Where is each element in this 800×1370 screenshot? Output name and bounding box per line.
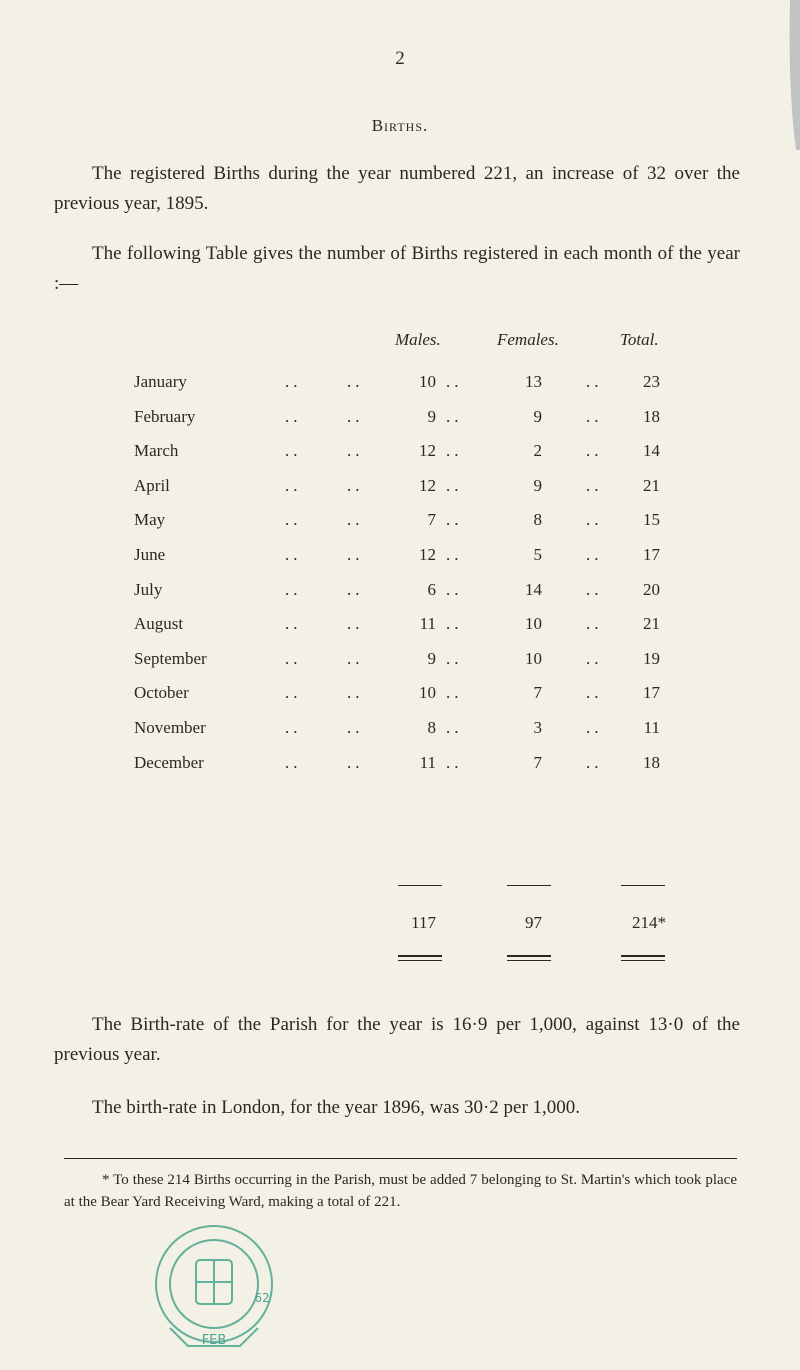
page-number: 2 [395, 48, 405, 69]
males-count: 12 [419, 475, 436, 495]
page-corner-shadow [760, 0, 800, 150]
sum-rule-males [398, 885, 442, 886]
section-heading: Births. [371, 116, 429, 135]
total-count: 17 [643, 683, 660, 703]
month-label: August [134, 614, 184, 634]
leader-dots: .. [347, 752, 364, 772]
leader-dots: .. [285, 718, 302, 737]
month-label: May [134, 510, 166, 530]
leader-dots: .. [347, 545, 364, 564]
table-intro-paragraph: The following Table gives the number of Births registered in each month of the year :— [54, 243, 740, 294]
leader-dots: .. [446, 579, 463, 599]
table-row [0, 476, 800, 506]
females-count: 7 [533, 683, 542, 703]
leader-dots: .. [586, 510, 603, 530]
double-rule-females [507, 955, 551, 961]
leader-dots: .. [285, 510, 302, 530]
leader-dots: .. [285, 683, 302, 703]
leader-dots: .. [446, 718, 463, 737]
males-count: 12 [419, 441, 436, 461]
leader-dots: .. [586, 718, 603, 737]
leader-dots: .. [285, 579, 302, 599]
table-row [0, 580, 800, 610]
sum-rule-females [507, 885, 551, 886]
males-count: 11 [419, 614, 436, 634]
table-row [0, 545, 800, 575]
leader-dots: .. [586, 579, 603, 599]
month-label: January [134, 372, 187, 391]
males-count: 8 [427, 718, 436, 737]
leader-dots: .. [586, 441, 603, 461]
table-row [0, 649, 800, 679]
males-count: 10 [419, 683, 436, 703]
table-row [0, 510, 800, 540]
leader-dots: .. [347, 683, 364, 703]
leader-dots: .. [285, 648, 302, 668]
leader-dots: .. [347, 441, 364, 461]
total-count: 23 [643, 372, 660, 391]
total-females: 97 [525, 913, 542, 932]
month-label: October [134, 683, 189, 703]
leader-dots: .. [446, 683, 463, 703]
leader-dots: .. [347, 579, 364, 599]
table-row [0, 407, 800, 437]
leader-dots: .. [285, 545, 302, 564]
females-count: 9 [533, 406, 542, 426]
leader-dots: .. [347, 406, 364, 426]
males-count: 10 [419, 372, 436, 391]
table-row [0, 718, 800, 748]
leader-dots: .. [446, 441, 463, 461]
males-count: 6 [427, 579, 436, 599]
total-count: 21 [643, 475, 660, 495]
leader-dots: .. [347, 614, 364, 634]
month-label: June [134, 545, 166, 564]
leader-dots: .. [446, 545, 463, 564]
column-header-total: Total. [620, 330, 659, 349]
total-count: 18 [643, 752, 660, 772]
total-count: 21 [643, 614, 660, 634]
total-count: 11 [643, 718, 660, 737]
sum-rule-total [621, 885, 665, 886]
month-label: September [134, 648, 207, 668]
total-count: 17 [643, 545, 660, 564]
column-header-females: Females. [497, 330, 559, 349]
leader-dots: .. [285, 406, 302, 426]
total-count: 19 [643, 648, 660, 668]
leader-dots: .. [446, 648, 463, 668]
stamp-date: FEB [201, 1333, 227, 1348]
leader-dots: .. [347, 648, 364, 668]
london-rate-paragraph: The birth-rate in London, for the year 1896, was 30·2 per 1,000. [92, 1097, 581, 1118]
birth-rate-paragraph: The Birth-rate of the Parish for the year is 16·9 per 1,000, against 13·0 of the previous year. [54, 1014, 740, 1065]
males-count: 11 [419, 752, 436, 772]
leader-dots: .. [347, 475, 364, 495]
males-count: 9 [427, 648, 436, 668]
total-all: 214* [632, 913, 666, 932]
stamp-number: 62 [254, 1291, 270, 1305]
females-count: 2 [533, 441, 542, 461]
leader-dots: .. [586, 683, 603, 703]
month-label: March [134, 441, 179, 461]
table-row [0, 614, 800, 644]
leader-dots: .. [446, 475, 463, 495]
leader-dots: .. [285, 614, 302, 634]
males-count: 9 [427, 406, 436, 426]
females-count: 10 [525, 648, 542, 668]
females-count: 7 [533, 752, 542, 772]
total-count: 18 [643, 406, 660, 426]
leader-dots: .. [446, 372, 463, 391]
females-count: 13 [525, 372, 542, 391]
females-count: 10 [525, 614, 542, 634]
males-count: 7 [427, 510, 436, 530]
month-label: July [134, 579, 163, 599]
leader-dots: .. [586, 545, 603, 564]
leader-dots: .. [285, 372, 302, 391]
table-row [0, 753, 800, 783]
leader-dots: .. [586, 752, 603, 772]
leader-dots: .. [285, 441, 302, 461]
table-row [0, 683, 800, 713]
column-header-males: Males. [395, 330, 441, 349]
females-count: 9 [533, 475, 542, 495]
month-label: December [134, 752, 204, 772]
leader-dots: .. [446, 406, 463, 426]
double-rule-total [621, 955, 665, 961]
table-row [0, 441, 800, 471]
leader-dots: .. [586, 614, 603, 634]
leader-dots: .. [347, 510, 364, 530]
month-label: April [134, 475, 170, 495]
total-count: 15 [643, 510, 660, 530]
leader-dots: .. [446, 752, 463, 772]
leader-dots: .. [347, 718, 364, 737]
library-stamp [148, 1218, 280, 1358]
leader-dots: .. [446, 510, 463, 530]
leader-dots: .. [285, 752, 302, 772]
leader-dots: .. [347, 372, 364, 391]
females-count: 8 [533, 510, 542, 530]
leader-dots: .. [586, 648, 603, 668]
leader-dots: .. [446, 614, 463, 634]
month-label: November [134, 718, 206, 737]
month-label: February [134, 406, 196, 426]
double-rule-males [398, 955, 442, 961]
table-row [0, 372, 800, 402]
females-count: 3 [533, 718, 542, 737]
females-count: 5 [533, 545, 542, 564]
intro-paragraph: The registered Births during the year numbered 221, an increase of 32 over the previous year, 1895. [54, 163, 740, 214]
leader-dots: .. [586, 372, 603, 391]
total-count: 20 [643, 579, 660, 599]
males-count: 12 [419, 545, 436, 564]
females-count: 14 [525, 579, 542, 599]
total-males: 117 [411, 913, 436, 932]
footnote-divider [64, 1158, 737, 1159]
leader-dots: .. [285, 475, 302, 495]
total-count: 14 [643, 441, 660, 461]
leader-dots: .. [586, 406, 603, 426]
footnote: * To these 214 Births occurring in the Parish, must be added 7 belonging to St. Martin's which took place at the Bear Yard Receiving Ward, making a total of 221. [64, 1172, 737, 1210]
leader-dots: .. [586, 475, 603, 495]
